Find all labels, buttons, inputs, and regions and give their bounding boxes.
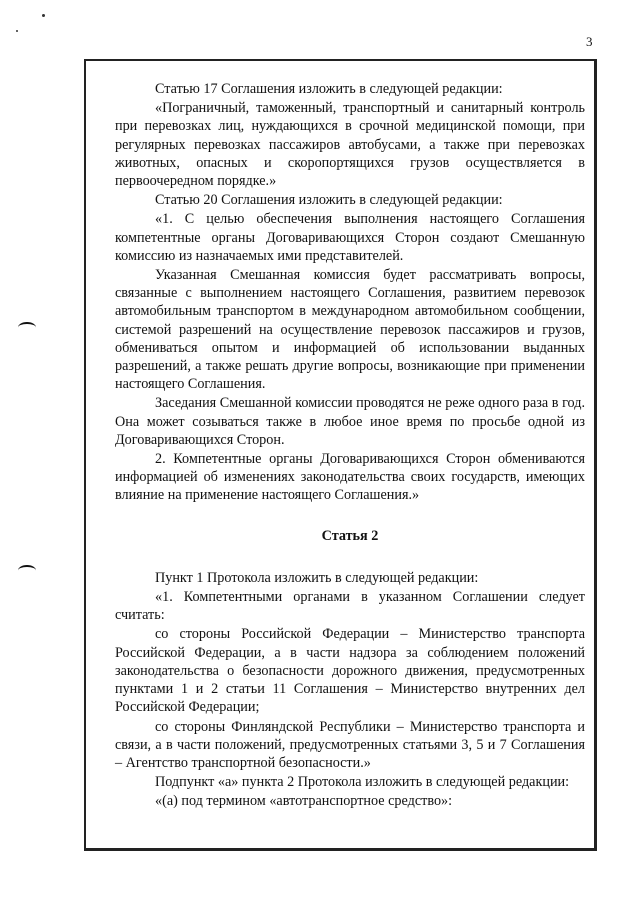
paragraph: 2. Компетентные органы Договаривающихся Сторон обмениваются информацией об изменениях законодательства своих государств, имеющих влияние на применение настоящего Соглашения.» bbox=[115, 451, 585, 504]
paragraph: «(а) под термином «автотранспортное средство»: bbox=[155, 793, 453, 810]
paragraph: Пункт 1 Протокола изложить в следующей редакции: bbox=[155, 569, 479, 586]
paragraph: Подпункт «а» пункта 2 Протокола изложить в следующей редакции: bbox=[155, 774, 570, 791]
scan-dot bbox=[16, 30, 18, 32]
punch-hole-mark bbox=[18, 565, 36, 576]
paragraph: Указанная Смешанная комиссия будет рассматривать вопросы, связанные с выполнением настоящего Соглашения, развитием перевозок автомобильным транспортом в международном автомобильном сообщении, системой разрешений на осуществление перевозок пассажиров и грузов, обмениваться опытом и информацией об использовании выданных разрешений, а также решать другие вопросы, возникающие при применении настоящего Соглашения. bbox=[115, 267, 585, 393]
paragraph: «Пограничный, таможенный, транспортный и санитарный контроль при перевозках лиц, нуждающихся в срочной медицинской помощи, при регулярных перевозках пассажиров автобусами, а также при перевозках животных, опасных и скоропортящихся грузов осуществляется в первоочередном порядке.» bbox=[115, 100, 585, 190]
page-number: 3 bbox=[586, 34, 593, 49]
paragraph: Заседания Смешанной комиссии проводятся не реже одного раза в год. Она может созываться также в любое иное время по просьбе одной из Договаривающихся Сторон. bbox=[115, 395, 585, 448]
scan-dot bbox=[42, 14, 45, 17]
punch-hole-mark bbox=[18, 322, 36, 333]
paragraph: со стороны Финляндской Республики – Министерство транспорта и связи, а в части положений, предусмотренных статьями 3, 5 и 7 Соглашения – Агентство транспортной безопасности.» bbox=[115, 718, 585, 771]
paragraph: «1. Компетентными органами в указанном Соглашении следует считать: bbox=[115, 589, 585, 624]
paragraph: Статью 20 Соглашения изложить в следующей редакции: bbox=[155, 192, 503, 209]
paragraph: со стороны Российской Федерации – Министерство транспорта Российской Федерации, а в части надзора за соблюдением положений законодательства о безопасности дорожного движения, предусмотренных пунктами 1 и 2 статьи 11 Соглашения – Министерство внутренних дел Российской Федерации; bbox=[115, 626, 585, 716]
article-heading: Статья 2 bbox=[321, 527, 379, 544]
document-body bbox=[115, 80, 585, 812]
paragraph: Статью 17 Соглашения изложить в следующей редакции: bbox=[155, 81, 503, 97]
paragraph: «1. С целью обеспечения выполнения настоящего Соглашения компетентные органы Договаривающихся Сторон создают Смешанную комиссию из назначаемых ими представителей. bbox=[115, 211, 585, 264]
